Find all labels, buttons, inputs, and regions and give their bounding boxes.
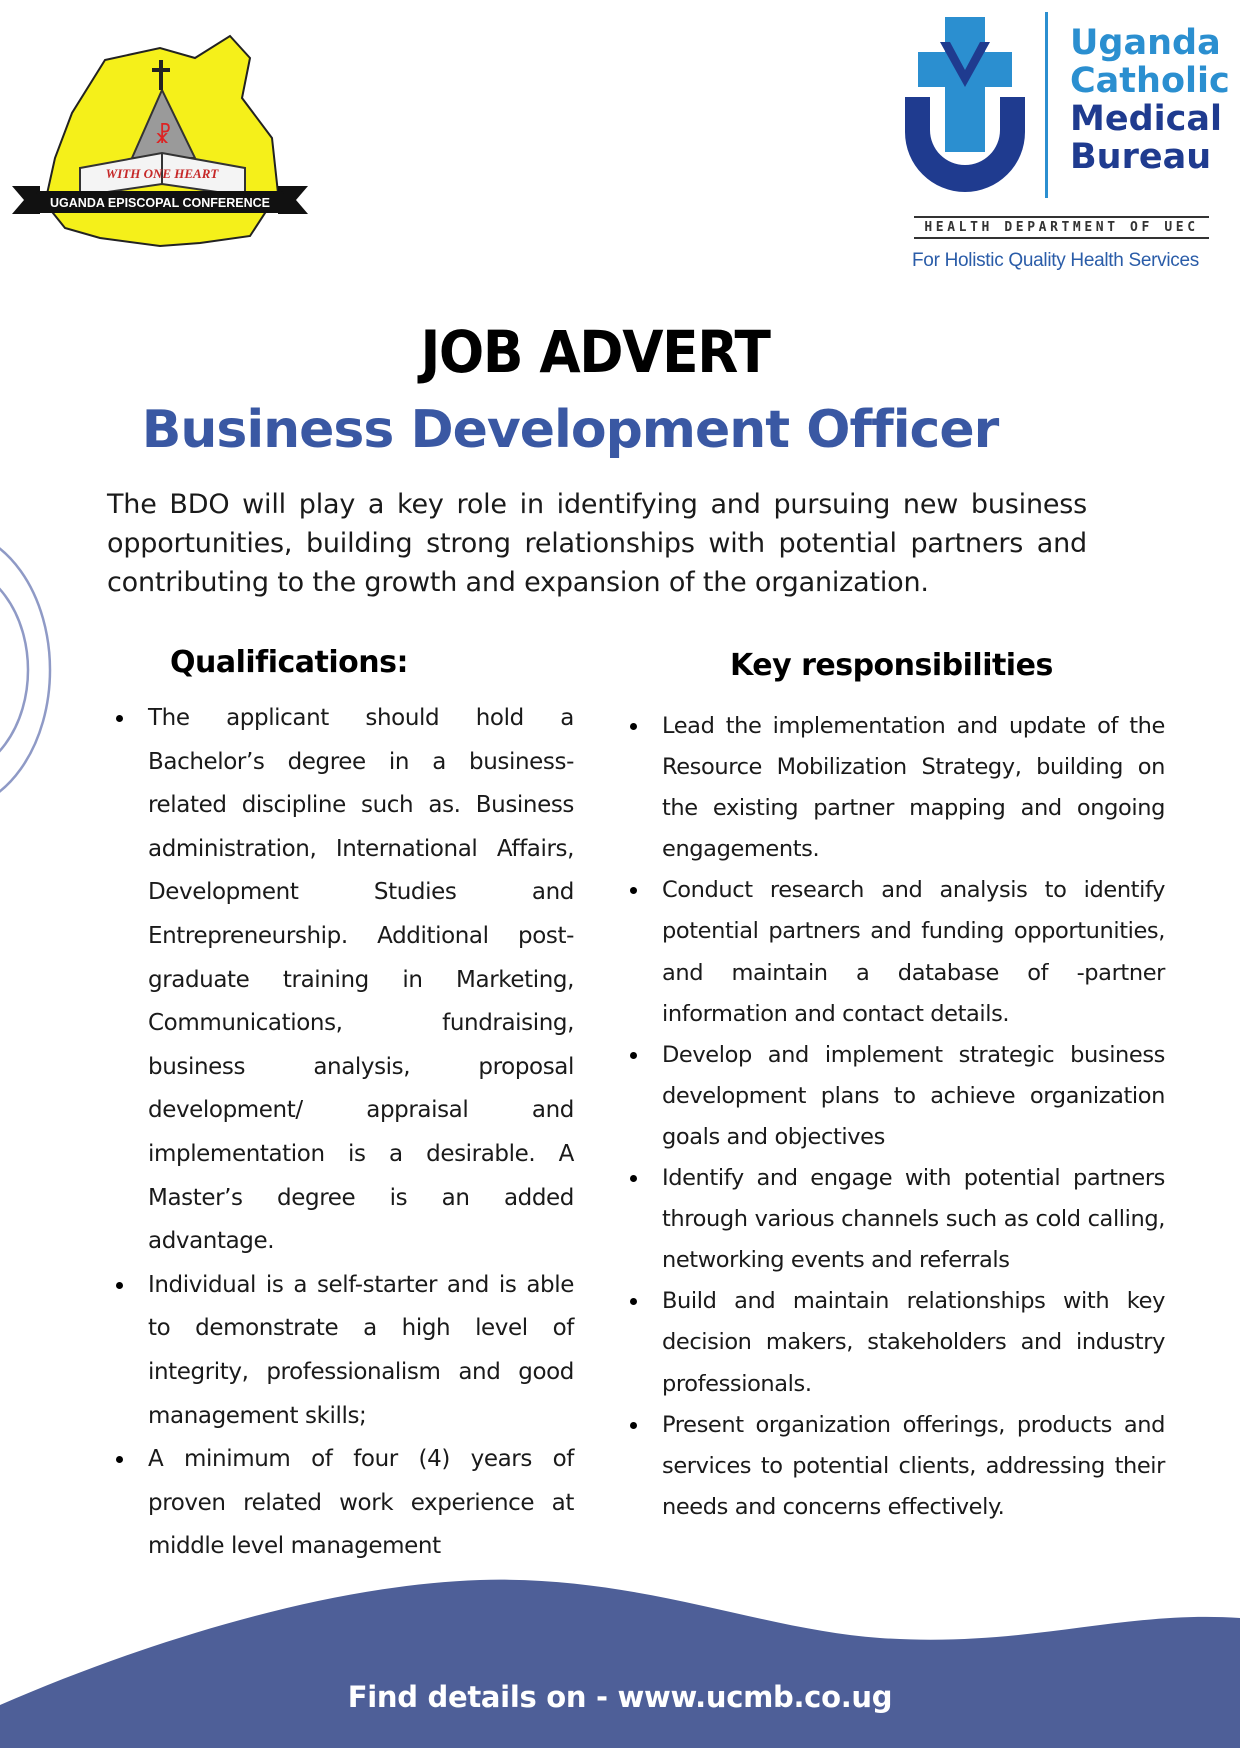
ucmb-name-line: Catholic: [1070, 61, 1230, 101]
page-label: JOB ADVERT: [420, 318, 770, 386]
ucmb-cross-mark-icon: [900, 12, 1040, 202]
intro-paragraph: The BDO will play a key role in identifying and pursuing new business opportunities, building strong relationships with potential partners and contributing to the growth and expansion of the organization.: [107, 489, 1087, 598]
responsibility-item: Develop and implement strategic business development plans to achieve organization goals and objectives: [662, 1035, 1165, 1158]
ucmb-slogan: For Holistic Quality Health Services: [912, 250, 1199, 271]
uec-motto: WITH ONE HEART: [105, 166, 219, 181]
qualification-item: Individual is a self-starter and is able to demonstrate a high level of integrity, professionalism and good management skills;: [148, 1264, 574, 1438]
qualification-item: A minimum of four (4) years of proven related work experience at middle level management: [148, 1438, 574, 1569]
position-title: Business Development Officer: [141, 400, 999, 460]
uganda-episcopal-conference-logo: [10, 18, 310, 258]
responsibilities-heading: Key responsibilities: [730, 648, 1053, 683]
ucmb-name-line: Uganda: [1070, 23, 1221, 63]
uec-banner: UGANDA EPISCOPAL CONFERENCE: [50, 196, 270, 210]
qualification-item: The applicant should hold a Bachelor’s degree in a business-related discipline such as. Business administration, International Affairs, Development Studies and Entrepreneurship. Additional post-graduate training in Marketing, Communications, fundraising, business analysis, proposal development/ appraisal and implementation is a desirable. A Master’s degree is an added advantage.: [148, 697, 574, 1264]
responsibility-item: Build and maintain relationships with key decision makers, stakeholders and industry professionals.: [662, 1281, 1165, 1404]
responsibility-item: Present organization offerings, products and services to potential clients, addressing their needs and concerns effectively.: [662, 1405, 1165, 1528]
responsibility-item: Lead the implementation and update of the Resource Mobilization Strategy, building on the existing partner mapping and ongoing engagements.: [662, 706, 1165, 870]
footer-wave: [0, 1570, 1240, 1748]
decorative-arcs: [0, 520, 70, 820]
ucmb-name: [1070, 24, 1230, 176]
ucmb-name-line: Medical: [1070, 99, 1222, 139]
footer-link[interactable]: Find details on - www.ucmb.co.ug: [347, 1680, 893, 1714]
responsibilities-list: [662, 706, 1165, 1528]
qualifications-list: [148, 697, 574, 1569]
ucmb-name-line: Bureau: [1070, 137, 1212, 177]
responsibility-item: Conduct research and analysis to identify potential partners and funding opportunities, and maintain a database of -partner information and contact details.: [662, 870, 1165, 1034]
ucmb-divider: [1045, 12, 1048, 198]
svg-text:☧: ☧: [154, 124, 172, 149]
qualifications-heading: Qualifications:: [170, 645, 408, 680]
ucmb-department: HEALTH DEPARTMENT OF UEC: [914, 216, 1209, 239]
ucmb-logo: [900, 12, 1230, 282]
responsibility-item: Identify and engage with potential partners through various channels such as cold calling, networking events and referrals: [662, 1158, 1165, 1281]
